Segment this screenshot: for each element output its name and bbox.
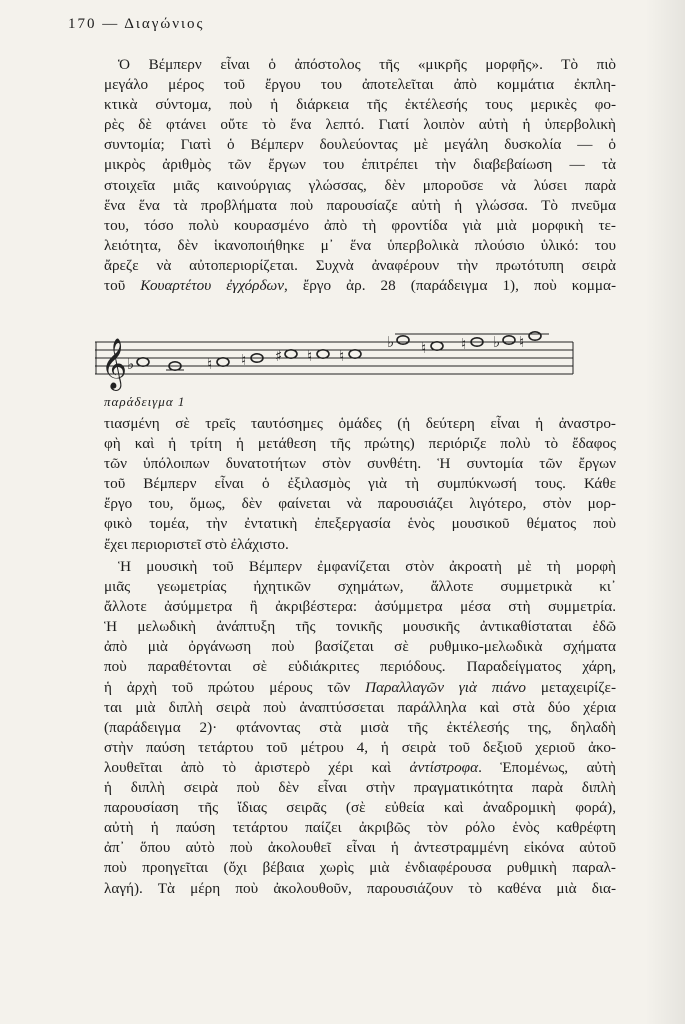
text-line	[104, 678, 616, 698]
note-head	[317, 350, 329, 358]
treble-clef-icon: 𝄞	[101, 338, 128, 389]
text-run: , ἔργο ἀρ. 28 (παράδειγμα 1), ποὺ κομμα-	[284, 277, 616, 295]
text-line: ἔργο του, ὅμως, δὲν φαίνεται νὰ παρουσιάζει λιγότερο, στὸν μορ-	[104, 495, 616, 513]
text-line	[104, 276, 616, 296]
text-line: ρὲς δὲ φτάνει οὔτε τὸ ἕνα λεπτό. Γιατί λοιπὸν αὐτὴ ἡ ὑπερβολικὴ	[104, 116, 616, 134]
emphasis: ἀντίστροφα	[409, 758, 479, 776]
note-head	[217, 358, 229, 366]
accidental: ♮	[421, 339, 427, 357]
text-line: μιᾶς γεωμετρίας ἠχητικῶν σχημάτων, ἄλλοτε συμμετρικὰ κι᾽	[104, 578, 616, 596]
text-run: μεταχειρίζε-	[525, 678, 616, 696]
music-notes	[127, 332, 549, 373]
text-line: συντομία; Γιατὶ ὁ Βέμπερν δουλεύοντας μὲ μεγάλη δυσκολία — ὁ	[104, 136, 616, 154]
text-line: λειότητα, δὲν ἱκανοποιήθηκε μ᾽ ἕνα ὑπερβολικὰ πλούσιο ὑλικό: του	[104, 236, 616, 254]
work-title: Κουαρτέτου ἐγχόρδων	[140, 277, 284, 295]
text-line: ἀπ᾽ ὅπου αὐτὸ ποὺ ἀκολουθεῖ εἶναι ἡ ἀντεστραμμένη εἰκόνα αὐτοῦ	[104, 839, 616, 857]
text-line: αὐτὴ ἡ παύση τετάρτου παίζει ἀκριβῶς τὸν ρόλο ἑνὸς καθρέφτη	[104, 819, 616, 837]
text-line: τοῦ Βέμπερν εἶναι ὁ ἐξιλασμὸς γιὰ τὴ συμπύκνωσή τους. Κάθε	[104, 475, 616, 493]
text-line: φικὸ τομέα, τὴν ἐντατικὴ ἐπεξεργασία ἑνὸς μουσικοῦ θέματος ποὺ	[104, 515, 616, 533]
text-line	[104, 758, 616, 778]
accidental: ♭	[127, 355, 135, 373]
note-head	[529, 332, 541, 340]
running-header	[68, 16, 205, 33]
text-line: μικρὸς ἀριθμὸς τῶν ἔργων του ἐπιτρέπει τὴν διαβεβαίωση — τὰ	[104, 156, 616, 174]
text-line: ποὺ προηγεῖται (ὄχι βέβαια χωρὶς μιὰ ἐνδιαφέρουσα ρυθμικὴ παραλ-	[104, 859, 616, 877]
text-line: ἡ διπλὴ σειρὰ ποὺ δὲν εἶναι στὴν πραγματικότητα παρὰ διπλὴ	[104, 779, 616, 797]
text-line: Ἡ μουσικὴ τοῦ Βέμπερν ἐμφανίζεται στὸν ἀκροατὴ μὲ τὴ μορφὴ	[118, 558, 616, 575]
note-head	[503, 336, 515, 344]
accidental: ♮	[519, 333, 525, 351]
text-run: ἡ ἀρχὴ τοῦ πρώτου μέρους τῶν	[104, 678, 366, 696]
text-line: ἀπὸ μιὰ ὀργάνωση ποὺ βασίζεται σὲ ρυθμικο-μελωδικὰ σχήματα	[104, 638, 616, 656]
page-edge-shadow	[645, 0, 685, 1024]
note-head	[349, 350, 361, 358]
text-line: λαγή). Τὰ μέρη ποὺ ἀκολουθοῦν, παρουσιάζουν τὸ καθένα μιὰ δια-	[104, 879, 616, 897]
text-line: ται μιὰ διπλὴ σειρὰ ποὺ ἀναπτύσσεται παράλληλα καὶ στὰ δύο χέρια	[104, 698, 616, 716]
text-line: τῶν ὑπόλοιπων δυνατοτήτων στὸν συνθέτη. Ἡ συντομία τῶν ἔργων	[104, 455, 616, 473]
text-line: ἕνα ἕνα τὰ προβλήματα ποὺ παρουσίαζε αὐτὴ ἡ γλώσσα. Τὸ πνεῦμα	[104, 196, 616, 214]
paragraph-1	[104, 55, 616, 296]
accidental: ♯	[275, 347, 283, 365]
accidental: ♭	[493, 333, 501, 351]
text-line: φὴ καὶ ἡ τρίτη ἡ μετάθεση τῆς πρώτης) περιόριζε πολὺ τὸ ἔδαφος	[104, 435, 616, 453]
text-line: στοιχεῖα μιᾶς καινούργιας γλώσσας, δὲν μποροῦσε νὰ λύσει παρὰ	[104, 176, 616, 194]
text-line: Ὁ Βέμπερν εἶναι ὁ ἀπόστολος τῆς «μικρῆς μορφῆς». Τὸ πιὸ	[118, 56, 616, 73]
text-line: του, τόσο πολὺ κουρασμένο ἀπὸ τὴ φροντίδα γιὰ μιὰ μορφικὴ τε-	[104, 216, 616, 234]
note-head	[431, 342, 443, 350]
text-line: (παράδειγμα 2)· φτάνοντας στὰ μισὰ τῆς ἐκτέλεσής της, δηλαδὴ	[104, 718, 616, 736]
note-head	[137, 358, 149, 366]
example-caption: παράδειγμα 1	[104, 394, 186, 409]
text-line: ἔχει περιοριστεῖ στὸ ἐλάχιστο.	[104, 535, 289, 553]
note-head	[285, 350, 297, 358]
paragraph-3	[104, 557, 616, 899]
running-title: Διαγώνιος	[124, 16, 205, 32]
accidental: ♮	[461, 335, 467, 353]
work-title: Παραλλαγῶν γιὰ πιάνο	[365, 678, 526, 696]
accidental: ♮	[207, 355, 213, 373]
text-line: τιασμένη σὲ τρεῖς ταυτόσημες ὁμάδες (ἡ δεύτερη εἶναι ἡ ἀναστρο-	[104, 415, 616, 432]
accidental: ♮	[307, 347, 313, 365]
accidental: ♭	[387, 333, 395, 351]
text-line: στὴν παύση τετάρτου τοῦ μέτρου 4, ἡ σειρὰ τοῦ δεξιοῦ χεριοῦ ἀκο-	[104, 738, 616, 756]
music-example-1	[95, 322, 575, 394]
paragraph-2	[104, 414, 616, 555]
text-run: λουθεῖται ἀπὸ τὸ ἀριστερὸ χέρι καὶ	[104, 758, 410, 776]
text-line: ἄρεζε νὰ αὐτοπεριορίζεται. Συχνὰ ἀναφέρουν τὴν πρωτότυπη σειρὰ	[104, 256, 616, 274]
text-line: μεγάλο μέρος τοῦ ἔργου του ἀποτελεῖται ἀπὸ κομμάτια ἐκπλη-	[104, 76, 616, 94]
accidental: ♮	[339, 347, 345, 365]
page-number: 170	[68, 16, 97, 32]
text-line: κτικὰ σύντομα, ποὺ ἡ διάρκεια τῆς ἐκτέλεσής τους μερικὲς φο-	[104, 96, 616, 114]
text-line: Ἡ μελωδικὴ ἀνάπτυξη τῆς τονικῆς μουσικῆς ἀντικαθίσταται ἐδῶ	[104, 618, 616, 636]
text-run: . Ἑπομένως, αὐτὴ	[478, 758, 616, 776]
note-head	[397, 336, 409, 344]
accidental: ♮	[241, 351, 247, 369]
text-line: ἄλλοτε ἀσύμμετρα ἢ ἀκριβέστερα: ἀσύμμετρα μέσα στὴ συμμετρία.	[104, 598, 616, 616]
text-line: ποὺ παραθέτονται σὲ εὐδιάκριτες περιόδους. Παραδείγματος χάρη,	[104, 658, 616, 676]
header-separator: —	[102, 16, 120, 32]
text-run: τοῦ	[104, 277, 141, 295]
text-line: παρουσίαση τῆς ἴδιας σειρᾶς (σὲ εὐθεία καὶ ἀναδρομικὴ φορά),	[104, 799, 616, 817]
